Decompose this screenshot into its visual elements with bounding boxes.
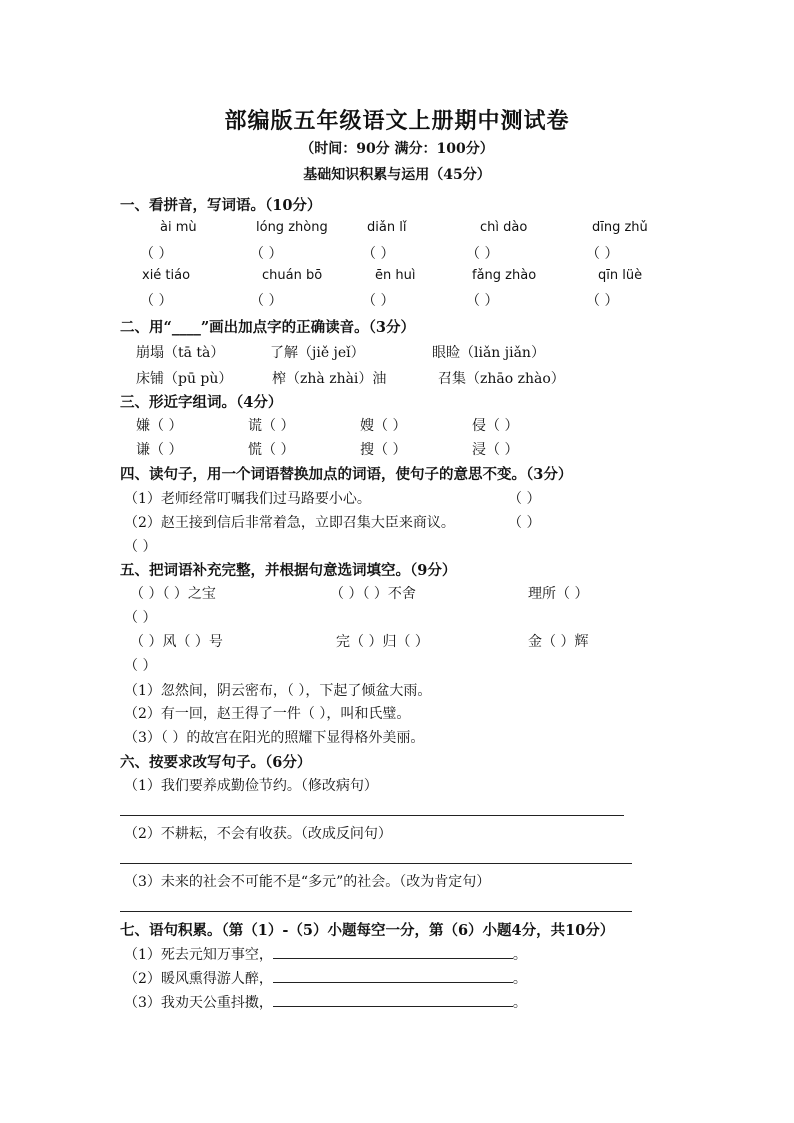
pinyin-8: ēn huì [375,268,416,283]
answer-blank[interactable]: （ ） [362,293,395,309]
answer-line[interactable] [120,863,632,864]
section-1-heading: 一、看拼音，写词语。（10分） [120,197,322,214]
pinyin-4: chì dào [480,220,528,235]
answer-blank[interactable]: （ ） [140,293,173,309]
answer-line[interactable] [120,815,624,816]
answer-blank[interactable]: （ ） [508,515,541,531]
pinyin-6: xié tiáo [142,268,191,283]
poem-line-3 [124,992,527,1012]
word-group-item[interactable]: 慌（ ） [248,442,295,458]
answer-line[interactable] [120,911,632,912]
answer-blank[interactable]: （ ） [586,246,619,262]
reading-item[interactable]: 眼睑（liǎn jiǎn） [432,345,545,361]
reading-item[interactable]: 床铺（pū pù） [136,371,233,387]
pinyin-1: ài mù [160,220,197,235]
answer-blank[interactable]: （ ） [250,246,283,262]
section-4-heading: 四、读句子，用一个词语替换加点的词语，使句子的意思不变。（3分） [120,466,573,483]
poem-line-1 [124,944,527,964]
pinyin-5: dīng zhǔ [592,220,648,235]
idiom-fill-1[interactable]: （ ）（ ）之宝 [130,586,216,602]
section-5-heading: 五、把词语补充完整，并根据句意选词填空。（9分） [120,562,457,579]
word-group-item[interactable]: 嫌（ ） [136,418,183,434]
part-title: 基础知识积累与运用（45分） [303,167,491,183]
poem-line-text: （1）死去元知万事空， [124,947,273,963]
answer-blank[interactable]: （ ） [250,293,283,309]
section-2-heading: 二、用“____”画出加点字的正确读音。（3分） [120,319,416,336]
word-group-item[interactable]: 谦（ ） [136,442,183,458]
poem-line-text: （2）暖风熏得游人醉， [124,971,273,987]
rewrite-q3: （3）未来的社会不可能不是“多元”的社会。（改为肯定句） [124,874,491,890]
pinyin-10: qīn lüè [598,268,643,283]
rewrite-q2: （2）不耕耘，不会有收获。（改成反问句） [124,826,392,842]
answer-blank[interactable]: （ ） [124,539,157,555]
pinyin-7: chuán bō [262,268,323,283]
section-7-heading: 七、语句积累。（第（1）-（5）小题每空一分，第（6）小题4分，共10分） [120,922,615,939]
answer-line[interactable] [273,993,513,1007]
sentence-1: （1）老师经常叮嘱我们过马路要小心。 [124,491,371,507]
idiom-fill-2[interactable]: （ ）（ ）不舍 [330,586,416,602]
section-3-heading: 三、形近字组词。（4分） [120,394,283,411]
answer-line[interactable] [273,969,513,983]
idiom-fill-5[interactable]: 完（ ）归（ ） [336,634,429,650]
idiom-fill-wrap[interactable]: （ ） [124,658,157,674]
answer-blank[interactable]: （ ） [508,491,541,507]
poem-line-2 [124,968,527,988]
word-group-item[interactable]: 嫂（ ） [360,418,407,434]
pinyin-2: lóng zhòng [256,220,328,235]
page-title: 部编版五年级语文上册期中测试卷 [224,108,570,134]
idiom-fill-6[interactable]: 金（ ）辉 [528,634,589,650]
word-group-item[interactable]: 侵（ ） [472,418,519,434]
reading-item[interactable]: 榨（zhà zhài）油 [272,371,387,387]
idiom-fill-4[interactable]: （ ）风（ ）号 [130,634,223,650]
word-group-item[interactable]: 搜（ ） [360,442,407,458]
word-group-item[interactable]: 浸（ ） [472,442,519,458]
poem-line-text: （3）我劝天公重抖擞， [124,995,273,1011]
time-info: （时间：90分 满分：100分） [300,141,494,157]
idiom-fill-3[interactable]: 理所（ ） [528,586,589,602]
answer-blank[interactable]: （ ） [140,246,173,262]
fill-sentence-1[interactable]: （1）忽然间，阴云密布，（ ），下起了倾盆大雨。 [124,683,432,699]
reading-item[interactable]: 召集（zhāo zhào） [438,371,565,387]
answer-blank[interactable]: （ ） [586,293,619,309]
answer-line[interactable] [273,945,513,959]
answer-blank[interactable]: （ ） [362,246,395,262]
word-group-item[interactable]: 谎（ ） [248,418,295,434]
rewrite-q1: （1）我们要养成勤俭节约。（修改病句） [124,778,378,794]
sentence-2: （2）赵王接到信后非常着急，立即召集大臣来商议。 [124,515,455,531]
idiom-fill-wrap[interactable]: （ ） [124,610,157,626]
fill-sentence-2[interactable]: （2）有一回，赵王得了一件（ ），叫和氏璧。 [124,706,411,722]
pinyin-9: fǎng zhào [472,268,537,283]
answer-blank[interactable]: （ ） [466,246,499,262]
period: 。 [512,971,527,987]
period: 。 [512,995,527,1011]
reading-item[interactable]: 了解（jiě jeǐ） [270,345,365,361]
reading-item[interactable]: 崩塌（tā tà） [136,345,225,361]
period: 。 [512,947,527,963]
fill-sentence-3[interactable]: （3）（ ）的故宫在阳光的照耀下显得格外美丽。 [124,730,425,746]
pinyin-3: diǎn lǐ [367,220,407,235]
section-6-heading: 六、按要求改写句子。（6分） [120,754,312,771]
answer-blank[interactable]: （ ） [466,293,499,309]
